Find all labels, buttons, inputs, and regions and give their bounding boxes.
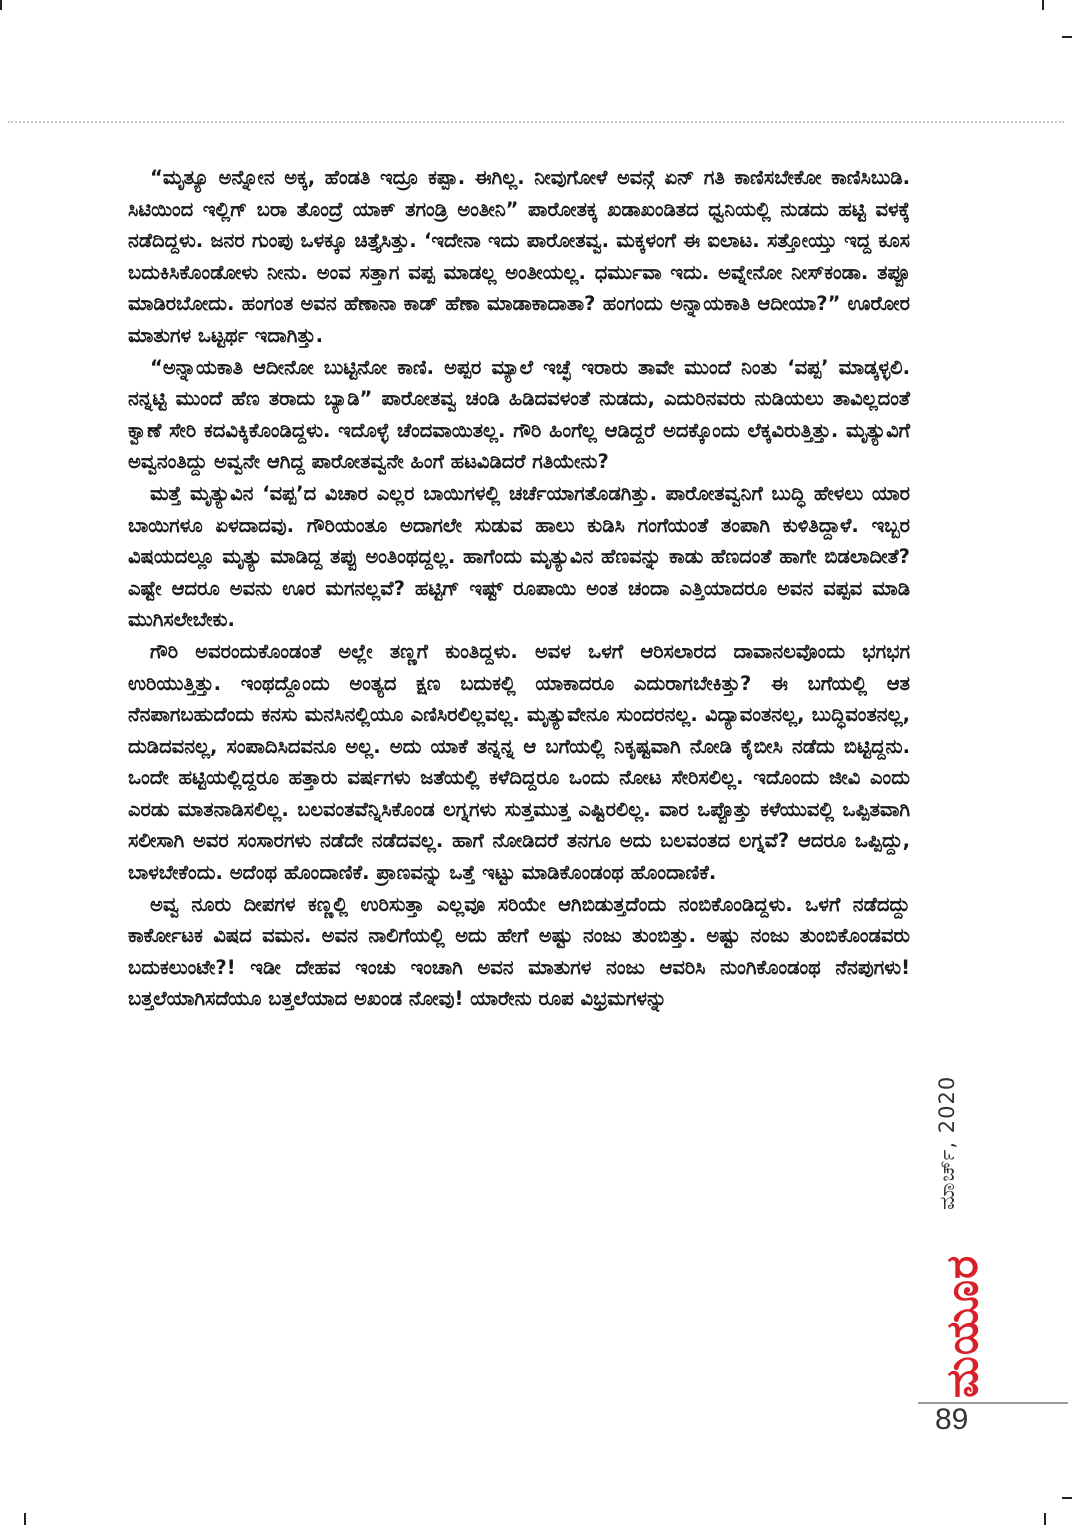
crop-mark-bottom-right (1044, 1513, 1046, 1525)
crop-mark-right-bottom (1062, 1497, 1072, 1499)
paragraph-3: ಮತ್ತೆ ಮೃತ್ಯುವಿನ ‘ವಪ್ಪ’ದ ವಿಚಾರ ಎಲ್ಲರ ಬಾಯಿಗಳಲ್ಲಿ ಚರ್ಚೆಯಾಗತೊಡಗಿತ್ತು. ಪಾರೋತವ್ವನಿಗೆ ಬುದ್ಧಿ ಹೇಳಲು ಯಾರ ಬಾಯಿಗಳೂ ಏಳದಾದವು. ಗೌರಿಯಂತೂ ಅದಾಗಲೇ ಸುಡುವ ಹಾಲು ಕುಡಿಸಿ ಗಂಗೆಯಂತೆ ತಂಪಾಗಿ ಕುಳಿತಿದ್ದಾಳೆ. ಇಬ್ಬರ ವಿಷಯದಲ್ಲೂ ಮೃತ್ಯು ಮಾಡಿದ್ದ ತಪ್ಪು ಅಂತಿಂಥದ್ದಲ್ಲ. ಹಾಗೆಂದು ಮೃತ್ಯುವಿನ ಹೆಣವನ್ನು ಕಾಡು ಹೆಣದಂತೆ ಹಾಗೇ ಬಿಡಲಾದೀತೆ? ಎಷ್ಟೇ ಆದರೂ ಅವನು ಊರ ಮಗನಲ್ಲವೆ? ಹಟ್ಟಿಗ್ ಇಷ್ಟ್ ರೂಪಾಯಿ ಅಂತ ಚಂದಾ ಎತ್ತಿಯಾದರೂ ಅವನ ವಪ್ಪವ ಮಾಡಿ ಮುಗಿಸಲೇಬೇಕು. (128, 481, 910, 632)
paragraph-1: “ಮೃತ್ಯೂ ಅನ್ನೋನ ಅಕ್ಕ, ಹೆಂಡತಿ ಇದ್ರೂ ಕಪ್ಪಾ. ಈಗಿಲ್ಲ. ನೀವುಗೋಳೆ ಅವನ್ಗೆ ಏನ್ ಗತಿ ಕಾಣಿಸಬೇಕೋ ಕಾಣಿಸಿಬುಡಿ. ಸಿಟಿಯಿಂದ ಇಲ್ಲಿಗ್ ಬರಾ ತೊಂದ್ರೆ ಯಾಕ್ ತಗಂಡ್ರಿ ಅಂತೀನಿ” ಪಾರೋತಕ್ಕ ಖಡಾಖಂಡಿತದ ಧ್ವನಿಯಲ್ಲಿ ನುಡದು ಹಟ್ಟಿ ವಳಕ್ಕೆ ನಡೆದಿದ್ದಳು. ಜನರ ಗುಂಪು ಒಳಕ್ಕೂ ಚಿತ್ತೈಸಿತ್ತು. ‘ಇದೇನಾ ಇದು ಪಾರೋತವ್ವ. ಮಕ್ಕಳಂಗೆ ಈ ಐಲಾಟ. ಸತ್ತೋಯ್ತು ಇದ್ದ ಕೂಸ ಬದುಕಿಸಿಕೊಂಡೋಳು ನೀನು. ಅಂವ ಸತ್ತಾಗ ವಪ್ಪ ಮಾಡಲ್ಲ ಅಂತೀಯಲ್ಲ. ಧರ್ಮುವಾ ಇದು. ಅವ್ನೇನೋ ನೀಸ್‌ಕಂಡಾ. ತಪ್ಪೂ ಮಾಡಿರಬೋದು. ಹಂಗಂತ ಅವನ ಹೆಣಾನಾ ಕಾಡ್ ಹೆಣಾ ಮಾಡಾಕಾದಾತಾ? ಹಂಗಂದು ಅನ್ನಾಯಕಾತಿ ಆದೀಯಾ?” ಊರೋರ ಮಾತುಗಳ ಒಟ್ಟರ್ಥ ಇದಾಗಿತ್ತು. (128, 166, 910, 347)
crop-mark-bottom-left (24, 1513, 26, 1525)
magazine-logo: ಮಯೂರ (937, 1254, 988, 1398)
article-body (128, 162, 910, 1015)
page-number: 89 (935, 1403, 969, 1436)
issue-date: ಮಾರ್ಚ್, 2020 (935, 1075, 959, 1210)
crop-mark-top-left (0, 0, 2, 10)
paragraph-5: ಅವ್ವ ನೂರು ದೀಪಗಳ ಕಣ್ಣಲ್ಲಿ ಉರಿಸುತ್ತಾ ಎಲ್ಲವೂ ಸರಿಯೇ ಆಗಿಬಿಡುತ್ತದೆಂದು ನಂಬಿಕೊಂಡಿದ್ದಳು. ಒಳಗೆ ನಡೆದದ್ದು ಕಾರ್ಕೋಟಕ ವಿಷದ ವಮನ. ಅವನ ನಾಲಿಗೆಯಲ್ಲಿ ಅದು ಹೇಗೆ ಅಷ್ಟು ನಂಜು ತುಂಬಿತ್ತು. ಅಷ್ಟು ನಂಜು ತುಂಬಿಕೊಂಡವರು ಬದುಕಲುಂಟೇ?! ಇಡೀ ದೇಹವ ಇಂಚು ಇಂಚಾಗಿ ಅವನ ಮಾತುಗಳ ನಂಜು ಆವರಿಸಿ ನುಂಗಿಕೊಂಡಂಥ ನೆನಪುಗಳು! ಬತ್ತಲೆಯಾಗಿಸದೆಯೂ ಬತ್ತಲೆಯಾದ ಅಖಂಡ ನೋವು! ಯಾರೇನು ರೂಪ ವಿಭ್ರಮಗಳನ್ನು (128, 892, 910, 1011)
paragraph-4: ಗೌರಿ ಅವರಂದುಕೊಂಡಂತೆ ಅಲ್ಲೇ ತಣ್ಣಗೆ ಕುಂತಿದ್ದಳು. ಅವಳ ಒಳಗೆ ಆರಿಸಲಾರದ ದಾವಾನಲವೊಂದು ಭಗಭಗ ಉರಿಯುತ್ತಿತ್ತು. ಇಂಥದ್ದೊಂದು ಅಂತ್ಯದ ಕ್ಷಣ ಬದುಕಲ್ಲಿ ಯಾಕಾದರೂ ಎದುರಾಗಬೇಕಿತ್ತು? ಈ ಬಗೆಯಲ್ಲಿ ಆತ ನೆನಪಾಗಬಹುದೆಂದು ಕನಸು ಮನಸಿನಲ್ಲಿಯೂ ಎಣಿಸಿರಲಿಲ್ಲವಲ್ಲ. ಮೃತ್ಯುವೇನೂ ಸುಂದರನಲ್ಲ. ವಿದ್ಯಾವಂತನಲ್ಲ, ಬುದ್ಧಿವಂತನಲ್ಲ, ದುಡಿದವನಲ್ಲ, ಸಂಪಾದಿಸಿದವನೂ ಅಲ್ಲ. ಅದು ಯಾಕೆ ತನ್ನನ್ನ ಆ ಬಗೆಯಲ್ಲಿ ನಿಕೃಷ್ಟವಾಗಿ ನೋಡಿ ಕೈಬೀಸಿ ನಡೆದು ಬಿಟ್ಟಿದ್ದನು. ಒಂದೇ ಹಟ್ಟಿಯಲ್ಲಿದ್ದರೂ ಹತ್ತಾರು ವರ್ಷಗಳು ಜತೆಯಲ್ಲಿ ಕಳೆದಿದ್ದರೂ ಒಂದು ನೋಟ ಸೇರಿಸಲಿಲ್ಲ. ಇದೊಂದು ಜೀವಿ ಎಂದು ಎರಡು ಮಾತನಾಡಿಸಲಿಲ್ಲ. ಬಲವಂತವೆನ್ನಿಸಿಕೊಂಡ ಲಗ್ನಗಳು ಸುತ್ತಮುತ್ತ ಎಷ್ಟಿರಲಿಲ್ಲ. ವಾರ ಒಪ್ಪೊತ್ತು ಕಳೆಯುವಲ್ಲಿ ಒಪ್ಪಿತವಾಗಿ ಸಲೀಸಾಗಿ ಅವರ ಸಂಸಾರಗಳು ನಡೆದೇ ನಡೆದವಲ್ಲ. ಹಾಗೆ ನೋಡಿದರೆ ತನಗೂ ಅದು ಬಲವಂತದ ಲಗ್ನವೆ? ಆದರೂ ಒಪ್ಪಿದ್ದು, ಬಾಳಬೇಕೆಂದು. ಅದೆಂಥ ಹೊಂದಾಣಿಕೆ. ಪ್ರಾಣವನ್ನು ಒತ್ತೆ ಇಟ್ಟು ಮಾಡಿಕೊಂಡಂಥ ಹೊಂದಾಣಿಕೆ. (128, 639, 910, 885)
crop-mark-right-top (1062, 36, 1072, 38)
paragraph-2: “ಅನ್ನಾಯಕಾತಿ ಆದೀನೋ ಬುಟ್ಟಿನೋ ಕಾಣಿ. ಅಪ್ಪರ ಮ್ಯಾಲೆ ಇಚ್ಛೆ ಇರಾರು ತಾವೇ ಮುಂದೆ ನಿಂತು ‘ವಪ್ಪ’ ಮಾಡ್ಕಳ್ಳಲಿ. ನನ್ನಟ್ಟಿ ಮುಂದೆ ಹೆಣ ತರಾದು ಬ್ಯಾಡಿ” ಪಾರೋತವ್ವ ಚಂಡಿ ಹಿಡಿದವಳಂತೆ ನುಡದು, ಎದುರಿನವರು ನುಡಿಯಲು ತಾವಿಲ್ಲದಂತೆ ಕ್ವಾಣೆ ಸೇರಿ ಕದವಿಕ್ಕಿಕೊಂಡಿದ್ದಳು. ಇದೊಳ್ಳೆ ಚೆಂದವಾಯಿತಲ್ಲ. ಗೌರಿ ಹಿಂಗೆಲ್ಲ ಆಡಿದ್ದರೆ ಅದಕ್ಕೊಂದು ಲೆಕ್ಕವಿರುತ್ತಿತ್ತು. ಮೃತ್ಯುವಿಗೆ ಅವ್ವನಂತಿದ್ದು ಅವ್ವನೇ ಆಗಿದ್ದ ಪಾರೋತವ್ವನೇ ಹಿಂಗೆ ಹಟವಿಡಿದರೆ ಗತಿಯೇನು? (128, 355, 910, 474)
crop-mark-top-right (1042, 0, 1044, 10)
header-dotted-rule (8, 121, 1064, 123)
